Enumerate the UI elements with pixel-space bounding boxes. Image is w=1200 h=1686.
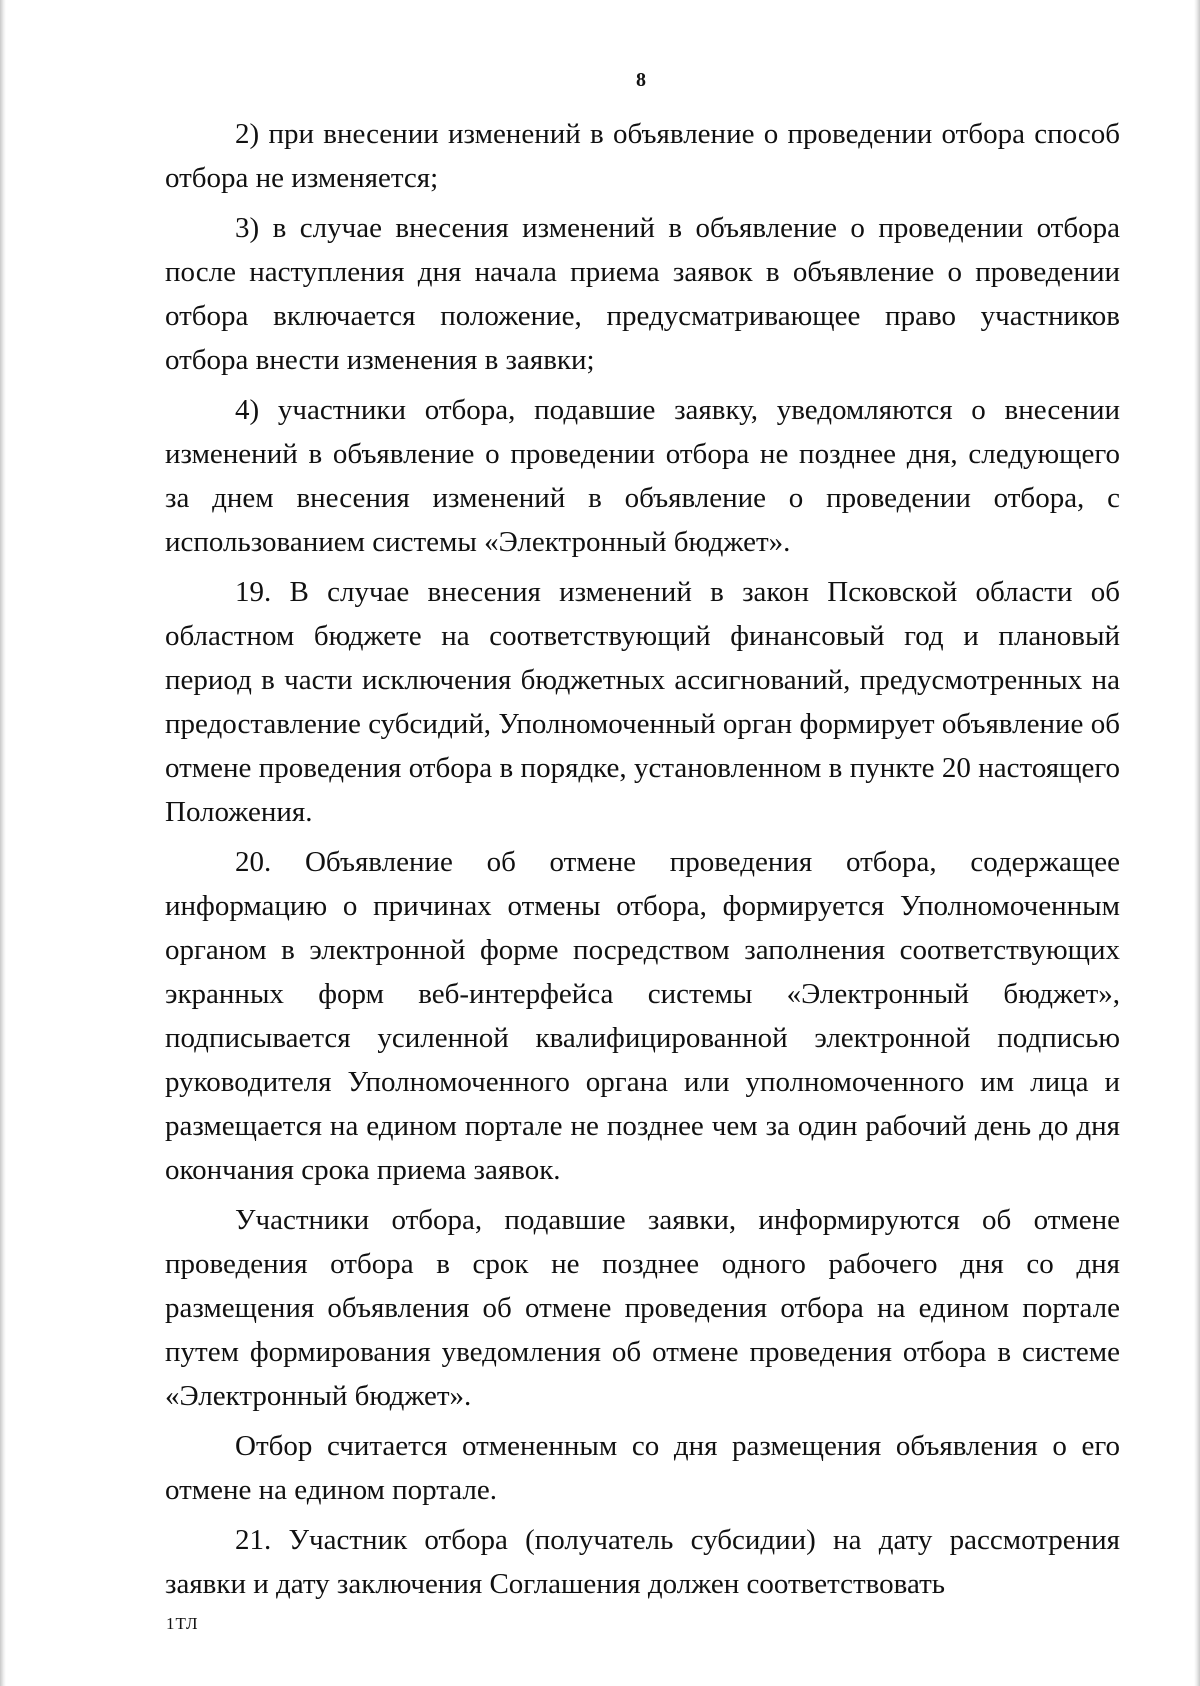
footer-code: 1ТЛ: [166, 1614, 199, 1633]
page-number: 8: [636, 69, 646, 91]
paragraph-clause-19: 19. В случае внесения изменений в закон Псковской области об областном бюджете на соответствующий финансовый год и плановый период в части исключения бюджетных ассигнований, предусмотренных на предоставление субсидий, Уполномоченный орган формирует объявление об отмене проведения отбора в порядке, установленном в пункте 20 настоящего Положения.: [165, 576, 1120, 828]
scan-edge-left: [0, 0, 6, 1686]
paragraph-participants-notice: Участники отбора, подавшие заявки, информируются об отмене проведения отбора в срок не позднее одного рабочего дня со дня размещения объявления об отмене проведения отбора на едином портале путем формирования уведомления об отмене проведения отбора в системе «Электронный бюджет».: [165, 1204, 1120, 1412]
paragraph-item-3: 3) в случае внесения изменений в объявление о проведении отбора после наступления дня начала приема заявок в объявление о проведении отбора включается положение, предусматривающее право участников отбора внести изменения в заявки;: [165, 212, 1120, 376]
paragraph-clause-20: 20. Объявление об отмене проведения отбора, содержащее информацию о причинах отмены отбора, формируется Уполномоченным органом в электронной форме посредством заполнения соответствующих экранных форм веб-интерфейса системы «Электронный бюджет», подписывается усиленной квалифицированной электронной подписью руководителя Уполномоченного органа или уполномоченного им лица и размещается на едином портале не позднее чем за один рабочий день до дня окончания срока приема заявок.: [165, 846, 1120, 1186]
paragraph-item-2: 2) при внесении изменений в объявление о проведении отбора способ отбора не изменяется;: [165, 118, 1120, 194]
paragraph-item-4: 4) участники отбора, подавшие заявку, уведомляются о внесении изменений в объявление о проведении отбора не позднее дня, следующего за днем внесения изменений в объявление о проведении отбора, с использованием системы «Электронный бюджет».: [165, 394, 1120, 558]
paragraph-cancellation-effective: Отбор считается отмененным со дня размещения объявления о его отмене на едином портале.: [165, 1430, 1120, 1506]
paragraph-clause-21: 21. Участник отбора (получатель субсидии) на дату рассмотрения заявки и дату заключения Соглашения должен соответствовать: [165, 1524, 1120, 1600]
document-body: [165, 112, 1120, 1612]
scan-edge-right: [1194, 0, 1200, 1686]
